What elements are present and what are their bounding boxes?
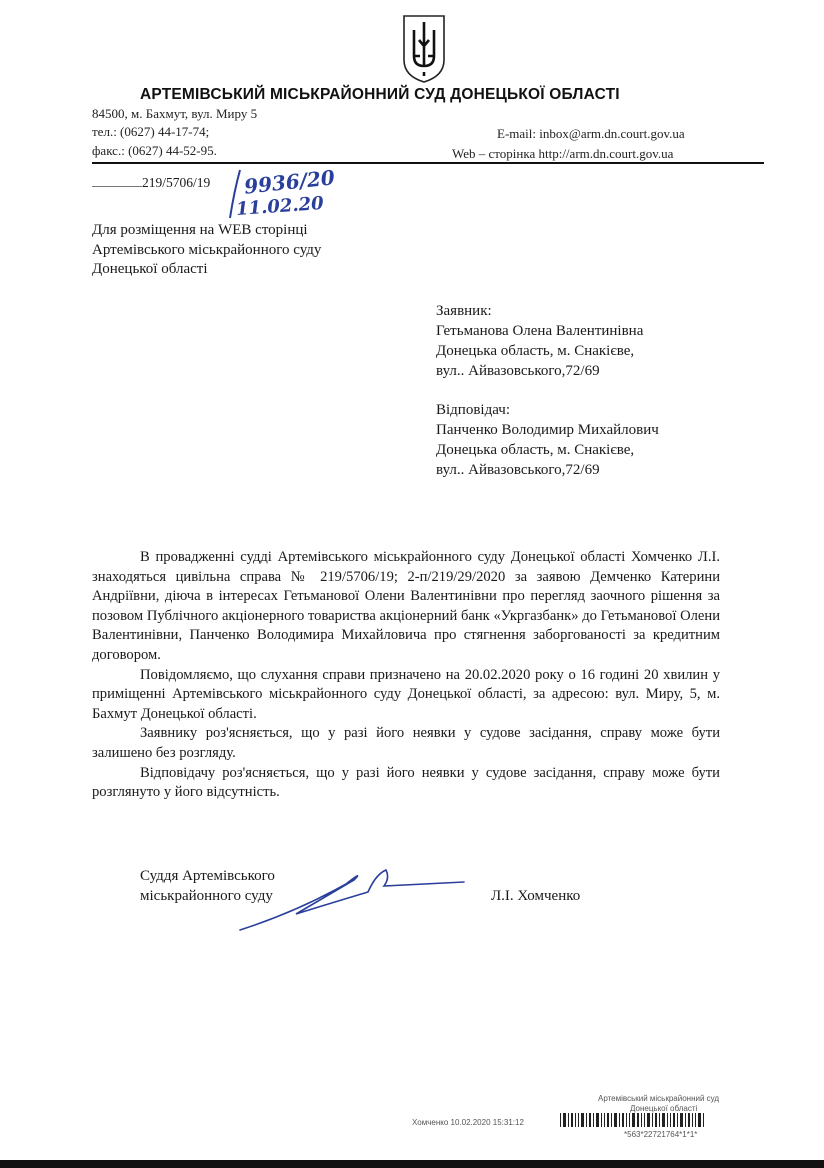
body-paragraph-case: В провадженні судді Артемівського міськрайонного суду Донецької області Хомченко Л.І. знаходяться цивільна справа № 219/5706/19; 2-п/219/29/2020 за заявою Демченко Катерини Андріївни, діюча в інтересах Гетьманової Олени Валентинівни про перегляд заочного рішення за позовом Публічного акціонерного товариства акціонерний банк «Укргазбанк» до Гетьманової Олени Валентинівни, Панченко Володимира Михайловича про стягнення заборгованості за кредитним договором. bbox=[92, 549, 720, 663]
reference-blank-line bbox=[92, 186, 142, 187]
addressee-line-2: Артемівського міськрайонного суду bbox=[92, 242, 322, 258]
coat-of-arms-emblem bbox=[400, 10, 448, 84]
court-address: 84500, м. Бахмут, вул. Миру 5 bbox=[92, 106, 258, 121]
case-reference: 219/5706/19 bbox=[142, 175, 211, 190]
applicant-label: Заявник: bbox=[436, 303, 492, 319]
footer-stamp-meta: Хомченко 10.02.2020 15:31:12 bbox=[412, 1118, 524, 1127]
applicant-name: Гетьманова Олена Валентинівна bbox=[436, 323, 644, 339]
scan-edge-bar bbox=[0, 1160, 824, 1168]
court-fax: факс.: (0627) 44-52-95. bbox=[92, 143, 217, 158]
applicant-street: вул.. Айвазовського,72/69 bbox=[436, 363, 600, 379]
respondent-street: вул.. Айвазовського,72/69 bbox=[436, 462, 600, 478]
body-paragraph-respondent-warning: Відповідачу роз'ясняється, що у разі його неявки у судове засідання, справу може бути розглянуто у його відсутність. bbox=[92, 764, 720, 801]
barcode-text: *563*22721764*1*1* bbox=[624, 1130, 698, 1139]
court-website: Web – сторінка http://arm.dn.court.gov.ua bbox=[452, 146, 674, 161]
handwritten-signature bbox=[236, 862, 466, 934]
footer-stamp-region: Донецької області bbox=[630, 1104, 698, 1113]
body-paragraph-applicant-warning: Заявнику роз'ясняється, що у разі його неявки у судове засідання, справу може бути залишено без розгляду. bbox=[92, 725, 720, 761]
notice-body bbox=[92, 548, 720, 803]
addressee-line-1: Для розміщення на WEB сторінці bbox=[92, 222, 308, 238]
signature-title-line-2: міськрайонного суду bbox=[140, 888, 273, 904]
body-paragraph-hearing: Повідомляємо, що слухання справи призначено на 20.02.2020 року о 16 годині 20 хвилин у приміщенні Артемівського міськрайонного суду Донецької області, за адресою: вул. Миру, 5, м. Бахмут Донецької області. bbox=[92, 666, 720, 722]
court-title: АРТЕМІВСЬКИЙ МІСЬКРАЙОННИЙ СУД ДОНЕЦЬКОЇ ОБЛАСТІ bbox=[140, 86, 620, 103]
addressee-line-3: Донецької області bbox=[92, 261, 208, 277]
court-phone: тел.: (0627) 44-17-74; bbox=[92, 124, 210, 139]
respondent-name: Панченко Володимир Михайлович bbox=[436, 422, 659, 438]
document-barcode bbox=[560, 1113, 788, 1127]
footer-stamp-court: Артемівський міськрайонний суд bbox=[598, 1094, 720, 1103]
signature-title-line-1: Суддя Артемівського bbox=[140, 868, 275, 884]
respondent-label: Відповідач: bbox=[436, 402, 510, 418]
judge-name: Л.І. Хомченко bbox=[491, 888, 581, 904]
handwritten-date: 11.02.20 bbox=[235, 192, 325, 221]
respondent-region: Донецька область, м. Снакієве, bbox=[436, 442, 635, 458]
applicant-region: Донецька область, м. Снакієве, bbox=[436, 343, 635, 359]
header-divider bbox=[92, 162, 764, 164]
court-email: E-mail: inbox@arm.dn.court.gov.ua bbox=[497, 126, 685, 141]
handwritten-registration-number: 9936/20 bbox=[242, 165, 336, 199]
